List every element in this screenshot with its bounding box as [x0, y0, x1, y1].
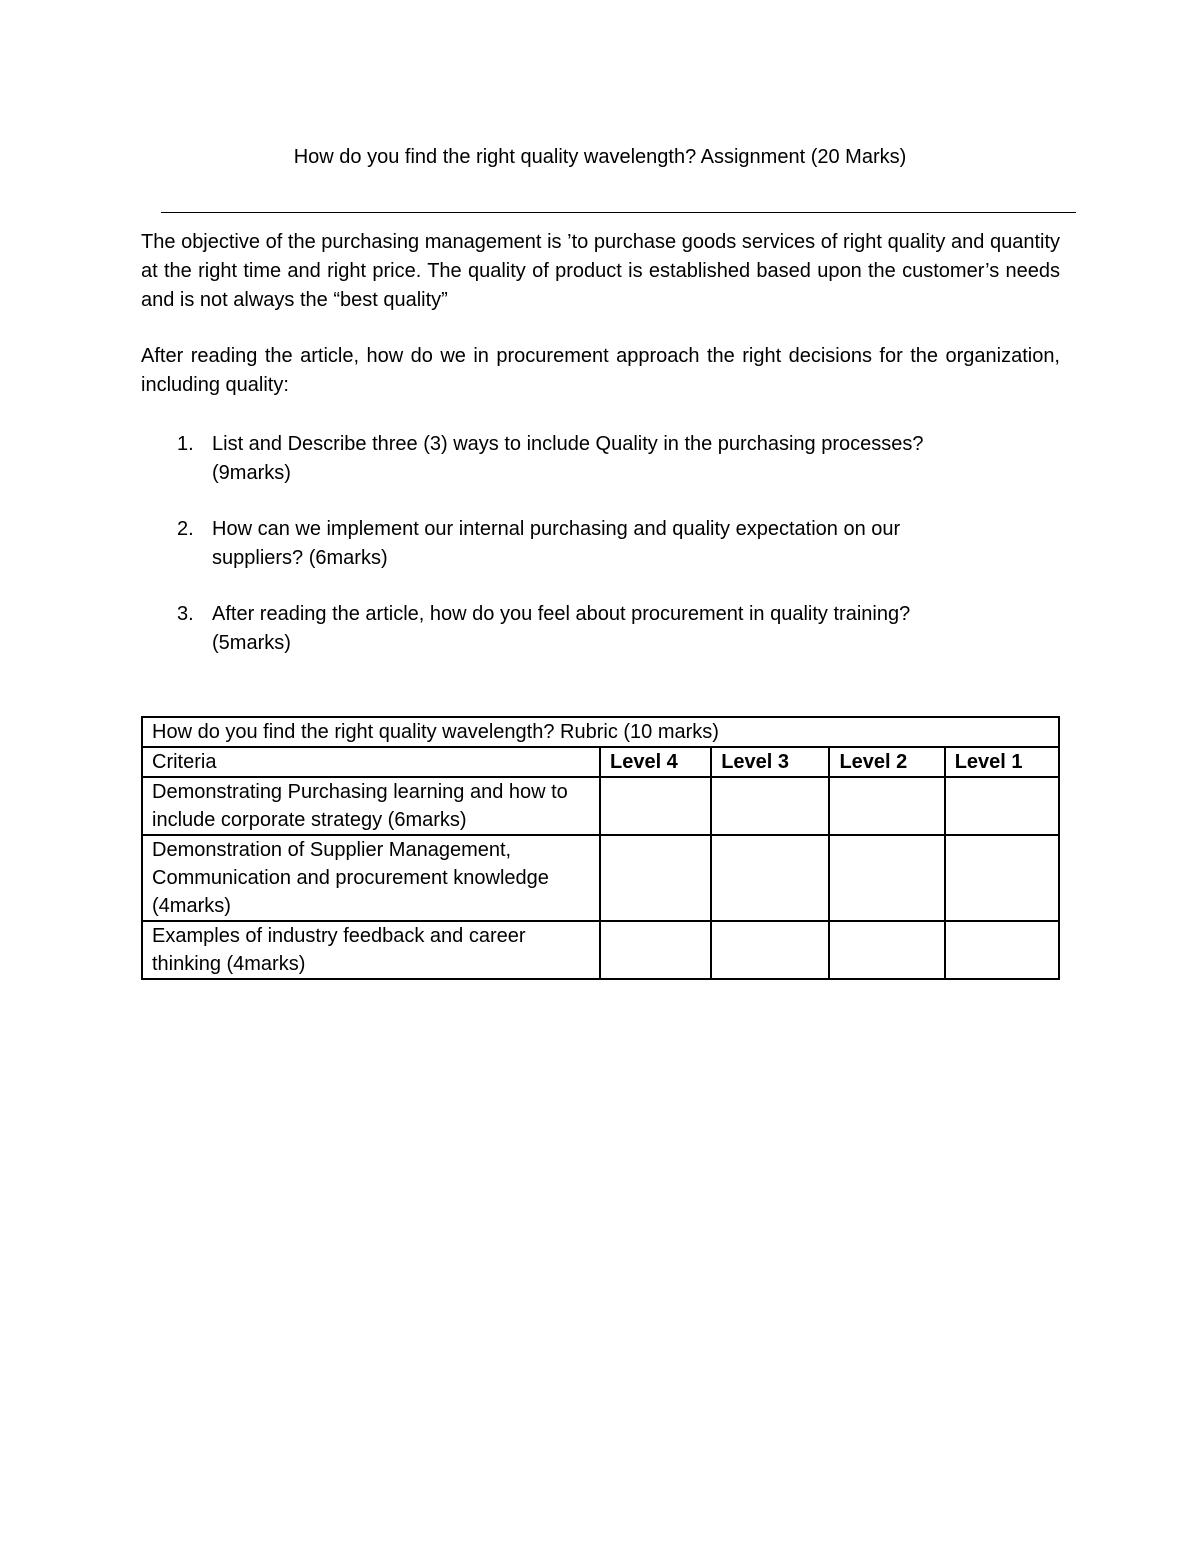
rubric-cell-level-1	[945, 777, 1059, 835]
header-level-1: Level 1	[945, 747, 1059, 777]
question-item	[141, 515, 1060, 573]
rubric-cell-level-3	[711, 835, 829, 921]
rubric-row	[142, 835, 1059, 921]
rubric-title: How do you find the right quality wavelength? Rubric (10 marks)	[142, 717, 1059, 747]
rubric-cell-level-3	[711, 921, 829, 979]
rubric-cell-level-2	[829, 921, 944, 979]
question-number: 3.	[177, 603, 194, 625]
rubric-criteria: Demonstration of Supplier Management, Communication and procurement knowledge (4marks)	[142, 835, 600, 921]
rubric-cell-level-1	[945, 835, 1059, 921]
rubric-cell-level-4	[600, 835, 711, 921]
question-list	[141, 430, 1060, 685]
rubric-cell-level-1	[945, 921, 1059, 979]
question-marks: (5marks)	[212, 632, 291, 654]
rubric-cell-level-2	[829, 777, 944, 835]
rubric-cell-level-2	[829, 835, 944, 921]
rubric-row	[142, 921, 1059, 979]
question-number: 2.	[177, 518, 194, 540]
objective-paragraph: The objective of the purchasing management is ’to purchase goods services of right quality and quantity at the right time and right price. The quality of product is established based upon the customer’s needs and is not always the “best quality”	[141, 231, 1060, 311]
rubric-cell-level-4	[600, 777, 711, 835]
rubric-criteria: Demonstrating Purchasing learning and how to include corporate strategy (6marks)	[142, 777, 600, 835]
question-item	[141, 430, 1060, 488]
rubric-title-row	[142, 717, 1059, 747]
rubric-table	[141, 716, 1060, 980]
instruction-paragraph: After reading the article, how do we in procurement approach the right decisions for the organization, including quality:	[141, 345, 1060, 396]
question-text: List and Describe three (3) ways to include Quality in the purchasing processes?	[212, 433, 924, 455]
question-text: After reading the article, how do you feel about procurement in quality training?	[212, 603, 911, 625]
rubric-row	[142, 777, 1059, 835]
rubric-cell-level-4	[600, 921, 711, 979]
question-text: How can we implement our internal purchasing and quality expectation on our suppliers? (6marks)	[212, 518, 901, 569]
assignment-title: How do you find the right quality wavelength? Assignment (20 Marks)	[293, 146, 907, 168]
header-level-3: Level 3	[711, 747, 829, 777]
rubric-header-row	[142, 747, 1059, 777]
question-item	[141, 600, 1060, 658]
header-level-2: Level 2	[829, 747, 944, 777]
header-criteria: Criteria	[142, 747, 600, 777]
rubric-criteria: Examples of industry feedback and career thinking (4marks)	[142, 921, 600, 979]
question-number: 1.	[177, 433, 194, 455]
rubric-cell-level-3	[711, 777, 829, 835]
question-marks: (9marks)	[212, 462, 291, 484]
header-level-4: Level 4	[600, 747, 711, 777]
title-divider	[161, 212, 1076, 213]
